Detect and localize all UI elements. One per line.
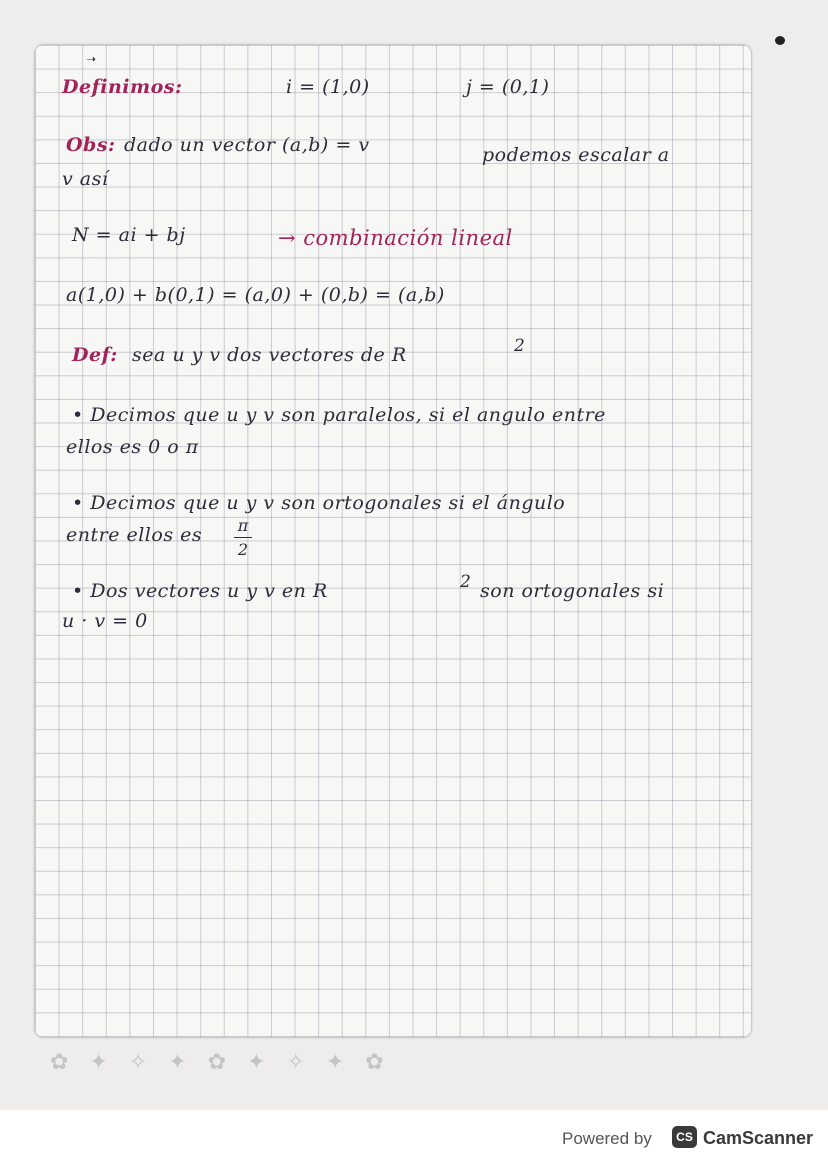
parallel-definition-a: • Decimos que u y v son paralelos, si el angulo entre xyxy=(72,404,606,426)
def-text: sea u y v dos vectores de R xyxy=(132,344,407,366)
j-definition: j = (0,1) xyxy=(466,76,550,98)
def-label: Def: xyxy=(72,344,118,366)
dot-product-superscript: 2 xyxy=(460,572,472,592)
linear-combination-expression: N = ai + bj xyxy=(72,224,186,246)
i-definition: i = (1,0) xyxy=(286,76,370,98)
dot-product-criterion-b: son ortogonales si xyxy=(480,580,665,602)
arrow-mark: ➝ xyxy=(86,52,97,66)
orthogonal-definition-a: • Decimos que u y v son ortogonales si el ángulo xyxy=(72,492,566,514)
parallel-definition-b: ellos es 0 o π xyxy=(66,436,199,458)
fraction-denominator: 2 xyxy=(237,540,249,559)
def-superscript: 2 xyxy=(514,336,526,356)
orthogonal-definition-b: entre ellos es xyxy=(66,524,203,546)
obs-text-a: dado un vector (a,b) = v xyxy=(124,134,370,156)
fraction-numerator: π xyxy=(237,516,249,535)
definimos-label: Definimos: xyxy=(62,76,183,98)
dot-product-equation: u · v = 0 xyxy=(62,610,148,632)
ink-dot xyxy=(775,36,785,45)
linear-combination-label: → combinación lineal xyxy=(278,226,513,250)
pi-over-two-fraction xyxy=(234,516,252,559)
dot-product-criterion-a: • Dos vectores u y v en R xyxy=(72,580,328,602)
obs-text-c: v así xyxy=(62,168,109,190)
fraction-bar xyxy=(234,537,252,538)
notebook-brand-mark: ✿ ✦ ✧ ✦ ✿ ✦ ✧ ✦ ✿ xyxy=(50,1050,384,1075)
camscanner-brand: CamScanner xyxy=(703,1128,814,1148)
obs-label: Obs: xyxy=(66,134,116,156)
camscanner-logo-icon: CS xyxy=(672,1126,697,1148)
expansion-equation: a(1,0) + b(0,1) = (a,0) + (0,b) = (a,b) xyxy=(66,284,445,306)
powered-by-text: Powered by xyxy=(562,1129,652,1148)
obs-text-b: podemos escalar a xyxy=(482,144,670,166)
